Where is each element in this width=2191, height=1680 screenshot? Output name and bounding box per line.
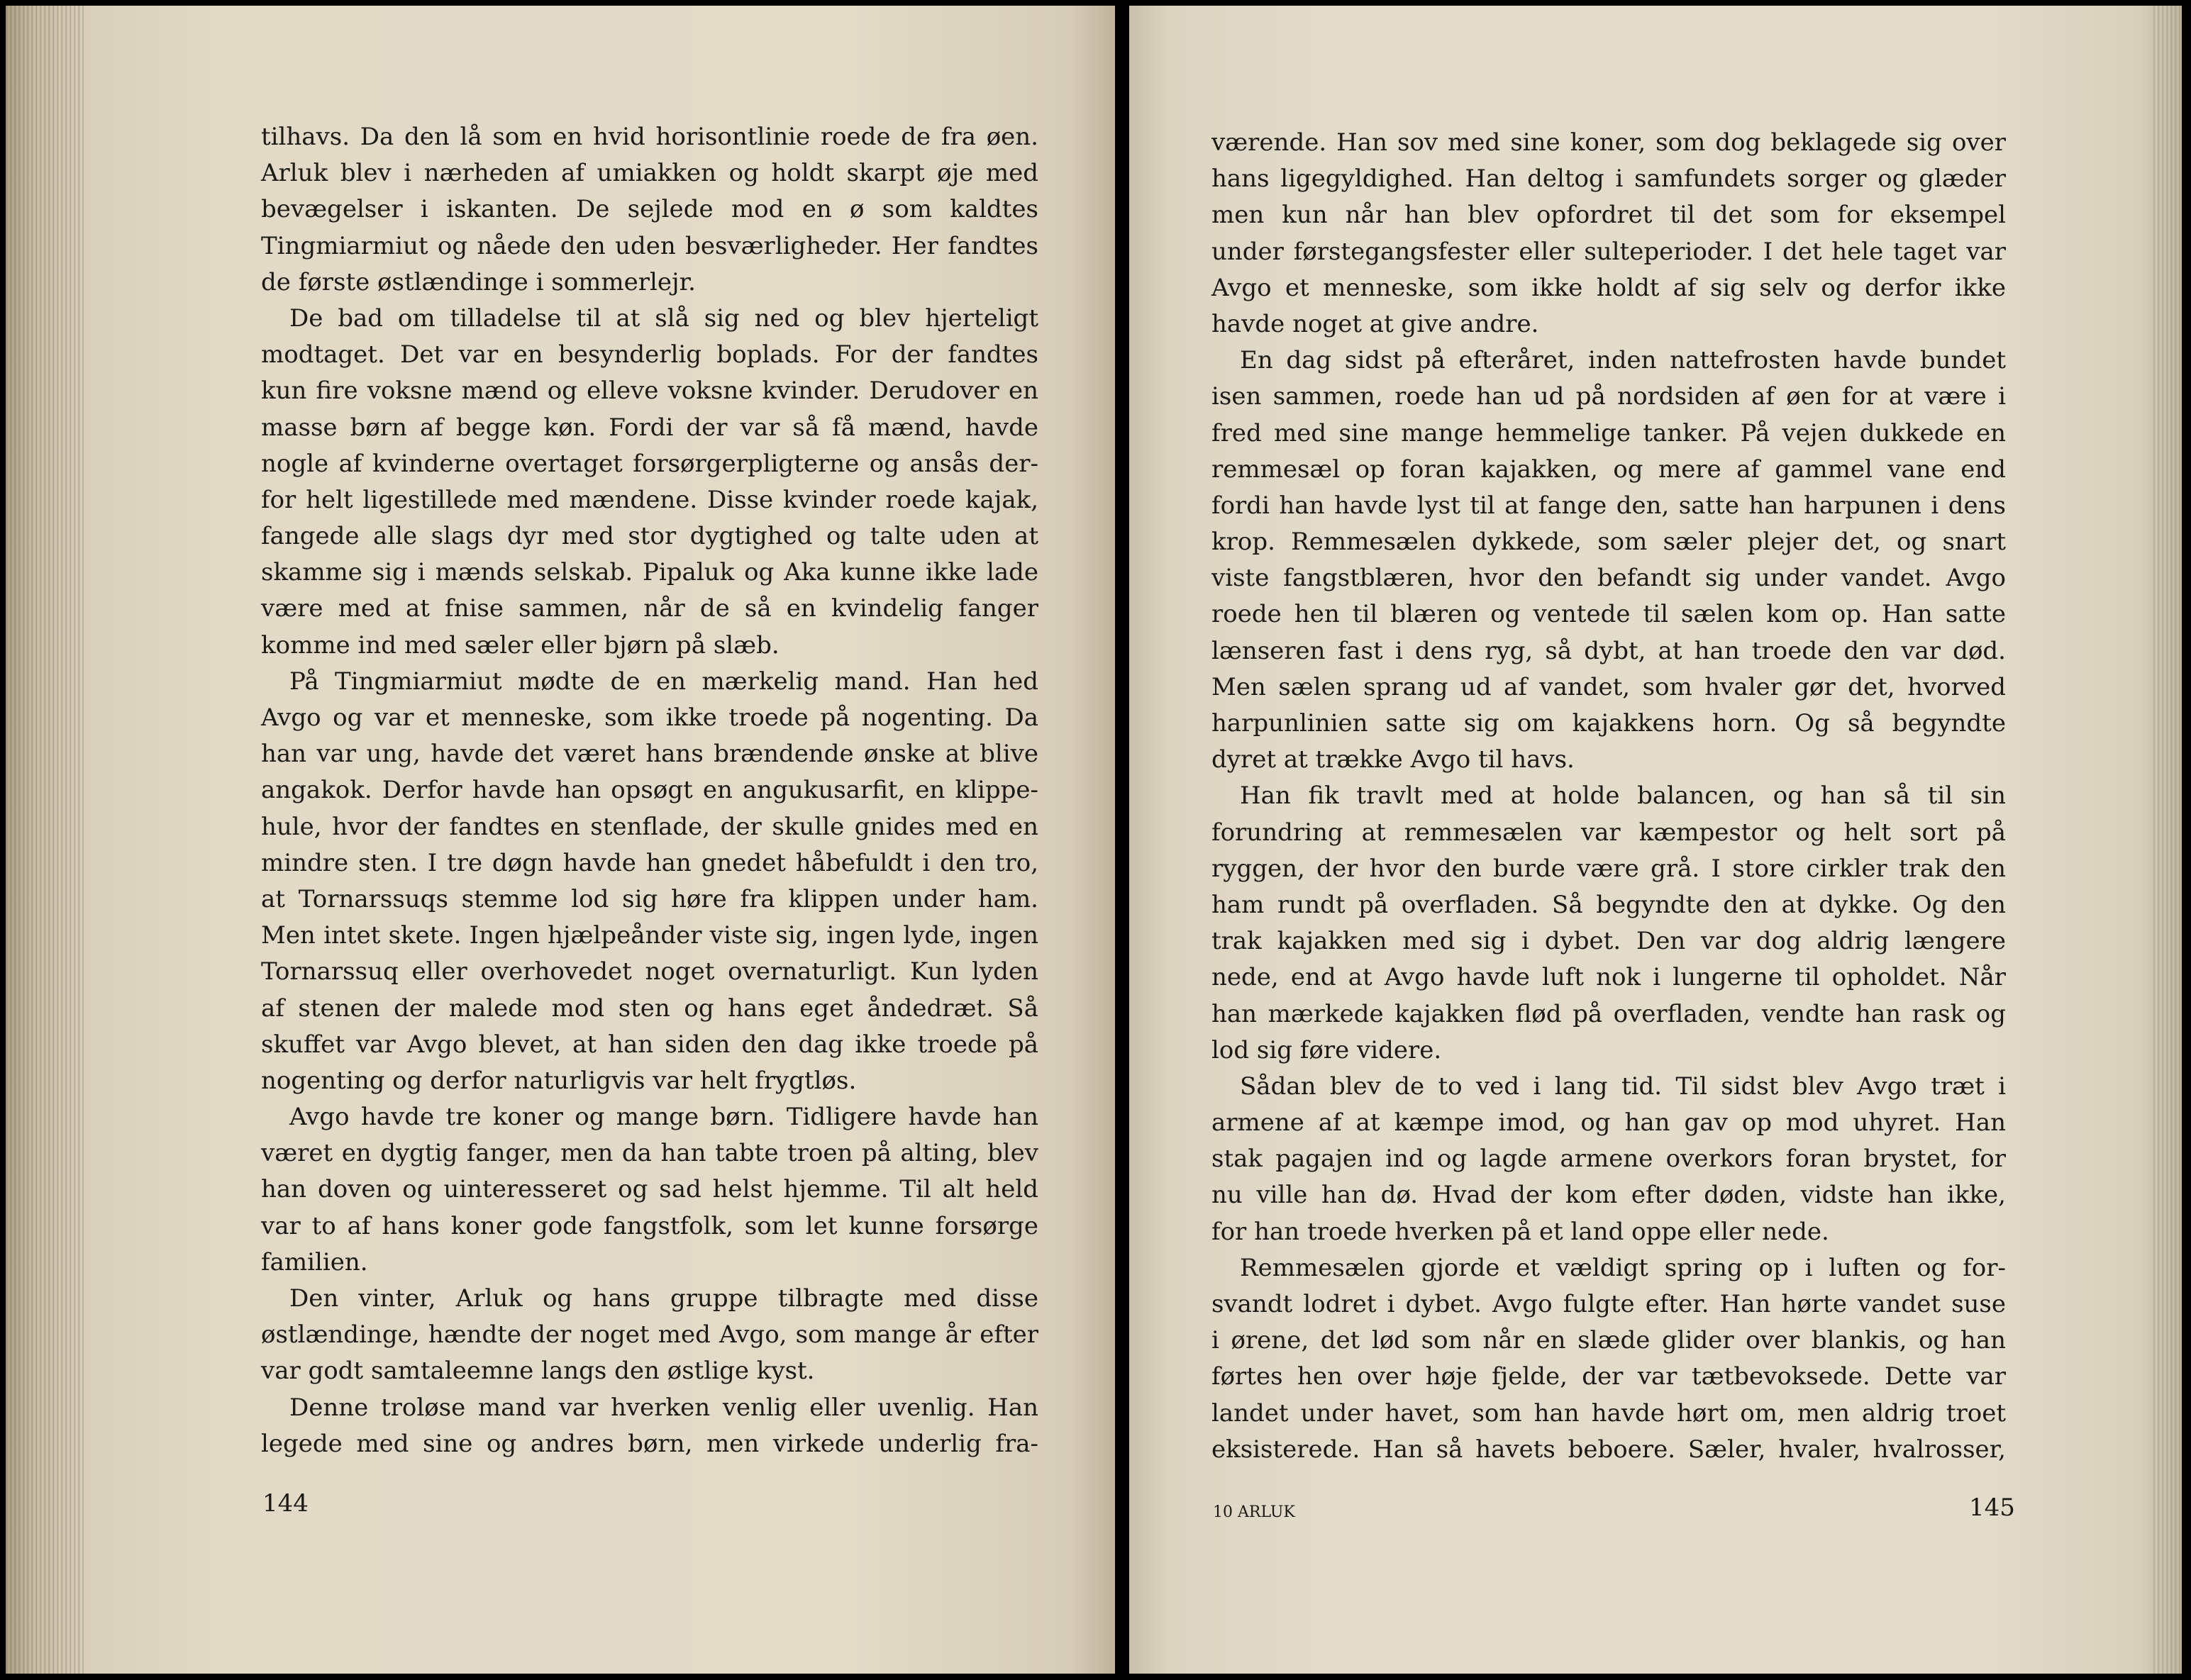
text-line: fred med sine mange hemmelige tanker. På vejen dukkede en <box>1211 418 2006 447</box>
text-line: krop. Remmesælen dykkede, som sæler plejer det, og snart <box>1211 528 2006 557</box>
text-line: ham rundt på overfladen. Så begyndte den at dykke. Og den <box>1211 890 2006 919</box>
text-line: fordi han havde lyst til at fange den, satte han harpunen i dens <box>1211 491 2006 520</box>
text-line: skuffet var Avgo blevet, at han siden den dag ikke troede på <box>261 1030 1038 1059</box>
text-line: trak kajakken med sig i dybet. Den var dog aldrig længere <box>1211 927 2006 956</box>
text-line: stak pagajen ind og lagde armene overkors foran brystet, for <box>1211 1145 2006 1174</box>
text-line: Men intet skete. Ingen hjælpeånder viste sig, ingen lyde, ingen <box>261 921 1038 950</box>
page-number: 145 <box>1969 1493 2015 1522</box>
text-line: han mærkede kajakken flød på overfladen, vendte han rask og <box>1211 999 2006 1028</box>
text-line: for han troede hverken på et land oppe eller nede. <box>1211 1217 1829 1246</box>
text-line: i ørene, det lød som når en slæde glider over blankis, og han <box>1211 1326 2006 1355</box>
text-line: isen sammen, roede han ud på nordsiden af øen for at være i <box>1211 382 2006 411</box>
text-line: for helt ligestillede med mændene. Disse kvinder roede kajak, <box>261 485 1038 514</box>
text-line: nu ville han dø. Hvad der kom efter døden, vidste han ikke, <box>1211 1181 2006 1210</box>
text-line: de første østlændinge i sommerlejr. <box>261 267 696 296</box>
text-line: armene af at kæmpe imod, og han gav op mod uhyret. Han <box>1211 1108 2006 1137</box>
text-line: landet under havet, som han havde hørt om, men aldrig troet <box>1211 1398 2006 1428</box>
text-line: lænseren fast i dens ryg, så dybt, at han troede den var død. <box>1211 636 2006 665</box>
text-line: nede, end at Avgo havde luft nok i lungerne til opholdet. Når <box>1211 963 2006 992</box>
text-line: Avgo havde tre koner og mange børn. Tidligere havde han <box>289 1103 1038 1132</box>
text-line: Avgo et menneske, som ikke holdt af sig selv og derfor ikke <box>1211 273 2006 302</box>
text-line: var to af hans koner gode fangstfolk, som let kunne forsørge <box>261 1211 1038 1240</box>
text-line: legede med sine og andres børn, men virkede underlig fra- <box>261 1429 1038 1458</box>
text-line: østlændinge, hændte der noget med Avgo, som mange år efter <box>261 1320 1038 1350</box>
text-line: ryggen, der hvor den burde være grå. I store cirkler trak den <box>1211 854 2006 883</box>
text-line: under førstegangsfester eller sulteperioder. I det hele taget var <box>1211 237 2006 266</box>
text-line: hans ligegyldighed. Han deltog i samfundets sorger og glæder <box>1211 165 2006 194</box>
text-line: var godt samtaleemne langs den østlige kyst. <box>261 1357 815 1386</box>
text-line: nogle af kvinderne overtaget forsørgerpligterne og ansås der- <box>261 449 1038 478</box>
text-line: En dag sidst på efteråret, inden nattefrosten havde bundet <box>1240 346 2006 375</box>
text-line: remmesæl op foran kajakken, og mere af gammel vane end <box>1211 455 2006 484</box>
text-line: nogenting og derfor naturligvis var helt frygtløs. <box>261 1066 857 1095</box>
text-line: mindre sten. I tre døgn havde han gnedet håbefuldt i den tro, <box>261 848 1038 877</box>
text-line: komme ind med sæler eller bjørn på slæb. <box>261 630 780 660</box>
text-line: Han fik travlt med at holde balancen, og han så til sin <box>1240 781 2006 811</box>
text-line: svandt lodret i dybet. Avgo fulgte efter. Han hørte vandet suse <box>1211 1290 2006 1318</box>
text-line: harpunlinien satte sig om kajakkens horn. Og så begyndte <box>1211 709 2006 738</box>
left-page <box>6 6 1115 1674</box>
text-line: fangede alle slags dyr med stor dygtighed og talte uden at <box>261 522 1038 551</box>
text-line: han doven og uinteresseret og sad helst hjemme. Til alt held <box>261 1175 1038 1204</box>
text-line: På Tingmiarmiut mødte de en mærkelig mand. Han hed <box>289 667 1038 696</box>
text-line: tilhavs. Da den lå som en hvid horisontlinie roede de fra øen. <box>261 123 1038 151</box>
text-line: roede hen til blæren og ventede til sælen kom op. Han satte <box>1211 600 2006 629</box>
text-line: være med at fnise sammen, når de så en kvindelig fanger <box>261 594 1038 623</box>
text-line: at Tornarssuqs stemme lod sig høre fra klippen under ham. <box>261 884 1038 913</box>
text-line: De bad om tilladelse til at slå sig ned og blev hjerteligt <box>289 304 1038 333</box>
text-line: Sådan blev de to ved i lang tid. Til sidst blev Avgo træt i <box>1240 1072 2006 1101</box>
right-page-text <box>1211 125 2006 1468</box>
text-line: angakok. Derfor havde han opsøgt en angukusarfit, en klippe- <box>261 776 1038 805</box>
text-line: Avgo og var et menneske, som ikke troede på nogenting. Da <box>261 703 1038 732</box>
text-line: af stenen der malede mod sten og hans eget åndedræt. Så <box>261 994 1038 1023</box>
text-line: skamme sig i mænds selskab. Pipaluk og Aka kunne ikke lade <box>261 558 1038 587</box>
text-line: men kun når han blev opfordret til det som for eksempel <box>1211 201 2006 230</box>
text-line: han var ung, havde det været hans brændende ønske at blive <box>261 740 1038 769</box>
text-line: modtaget. Det var en besynderlig boplads. For der fandtes <box>261 340 1038 369</box>
text-line: Remmesælen gjorde et vældigt spring op i luften og for- <box>1240 1253 2006 1282</box>
text-line: Men sælen sprang ud af vandet, som hvaler gør det, hvorved <box>1211 672 2006 701</box>
text-line: bevægelser i iskanten. De sejlede mod en ø som kaldtes <box>261 195 1038 224</box>
right-page <box>1129 6 2182 1674</box>
text-line: værende. Han sov med sine koner, som dog beklagede sig over <box>1211 128 2006 157</box>
text-line: førtes hen over høje fjelde, der var tætbevoksede. Dette var <box>1211 1362 2006 1391</box>
text-line: dyret at trække Avgo til havs. <box>1211 745 1575 774</box>
text-line: eksisterede. Han så havets beboere. Sæler, hvaler, hvalrosser, <box>1211 1435 2006 1464</box>
text-line: Denne troløse mand var hverken venlig eller uvenlig. Han <box>289 1393 1038 1422</box>
text-line: været en dygtig fanger, men da han tabte troen på alting, blev <box>261 1139 1038 1168</box>
page-edge-shading <box>6 6 84 1674</box>
text-line: familien. <box>261 1247 368 1276</box>
page-edge-shading <box>2153 6 2182 1674</box>
text-line: Arluk blev i nærheden af umiakken og holdt skarpt øje med <box>261 159 1038 188</box>
text-line: kun fire voksne mænd og elleve voksne kvinder. Derudover en <box>261 377 1038 406</box>
text-line: forundring at remmesælen var kæmpestor og helt sort på <box>1211 818 2006 847</box>
signature-mark: 10 ARLUK <box>1213 1503 1295 1521</box>
text-line: havde noget at give andre. <box>1211 309 1539 338</box>
text-line: Tornarssuq eller overhovedet noget overnaturligt. Kun lyden <box>261 957 1038 986</box>
text-line: hule, hvor der fandtes en stenflade, der skulle gnides med en <box>261 812 1038 841</box>
text-line: Tingmiarmiut og nåede den uden besværligheder. Her fandtes <box>261 231 1038 260</box>
left-page-text <box>261 119 1038 1462</box>
page-number: 144 <box>262 1489 309 1518</box>
text-line: Den vinter, Arluk og hans gruppe tilbragte med disse <box>289 1284 1038 1313</box>
text-line: masse børn af begge køn. Fordi der var så få mænd, havde <box>261 413 1038 442</box>
text-line: viste fangstblæren, hvor den befandt sig under vandet. Avgo <box>1211 564 2006 593</box>
text-line: lod sig føre videre. <box>1211 1035 1442 1064</box>
